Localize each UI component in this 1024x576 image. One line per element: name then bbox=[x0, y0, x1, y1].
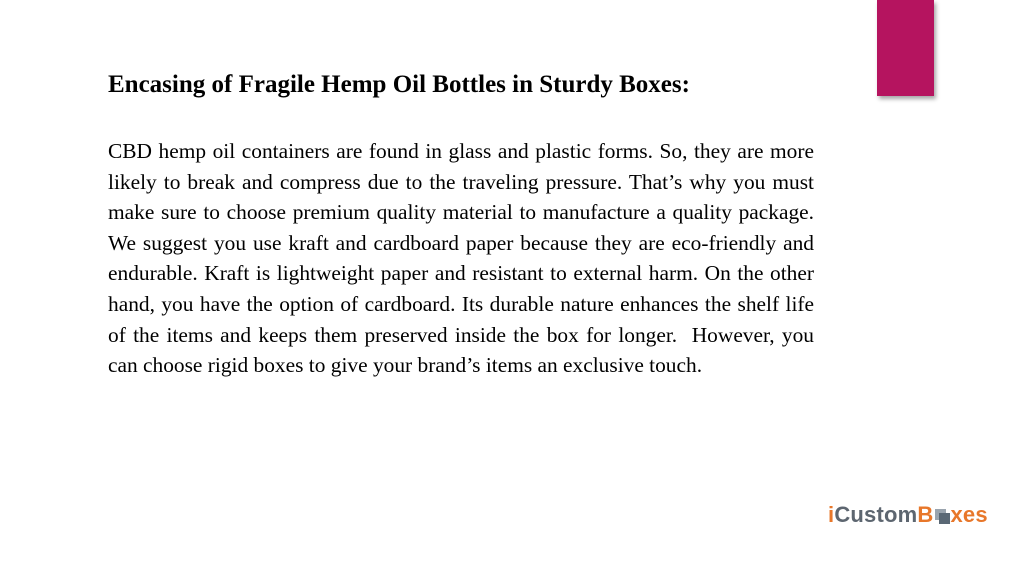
box-icon-front-square bbox=[939, 513, 950, 524]
slide-title: Encasing of Fragile Hemp Oil Bottles in Sturdy Boxes: bbox=[108, 71, 690, 98]
logo-letter-i: i bbox=[828, 502, 835, 527]
icustomboxes-logo bbox=[828, 499, 988, 531]
logo-word-xes: xes bbox=[950, 502, 988, 527]
box-icon bbox=[935, 509, 950, 524]
accent-bar bbox=[877, 0, 934, 96]
logo-letter-b: B bbox=[917, 502, 934, 527]
logo-word-custom: Custom bbox=[834, 502, 918, 527]
slide-body-text: CBD hemp oil containers are found in glass and plastic forms. So, they are more likely to break and compress due to the traveling pressure. That’s why you must make sure to choose premium quality material to manufacture a quality package. We suggest you use kraft and cardboard paper because they are eco-friendly and endurable. Kraft is lightweight paper and resistant to external harm. On the other hand, you have the option of cardboard. Its durable nature enhances the shelf life of the items and keeps them preserved inside the box for longer. However, you can choose rigid boxes to give your brand’s items an exclusive touch. bbox=[108, 139, 820, 378]
